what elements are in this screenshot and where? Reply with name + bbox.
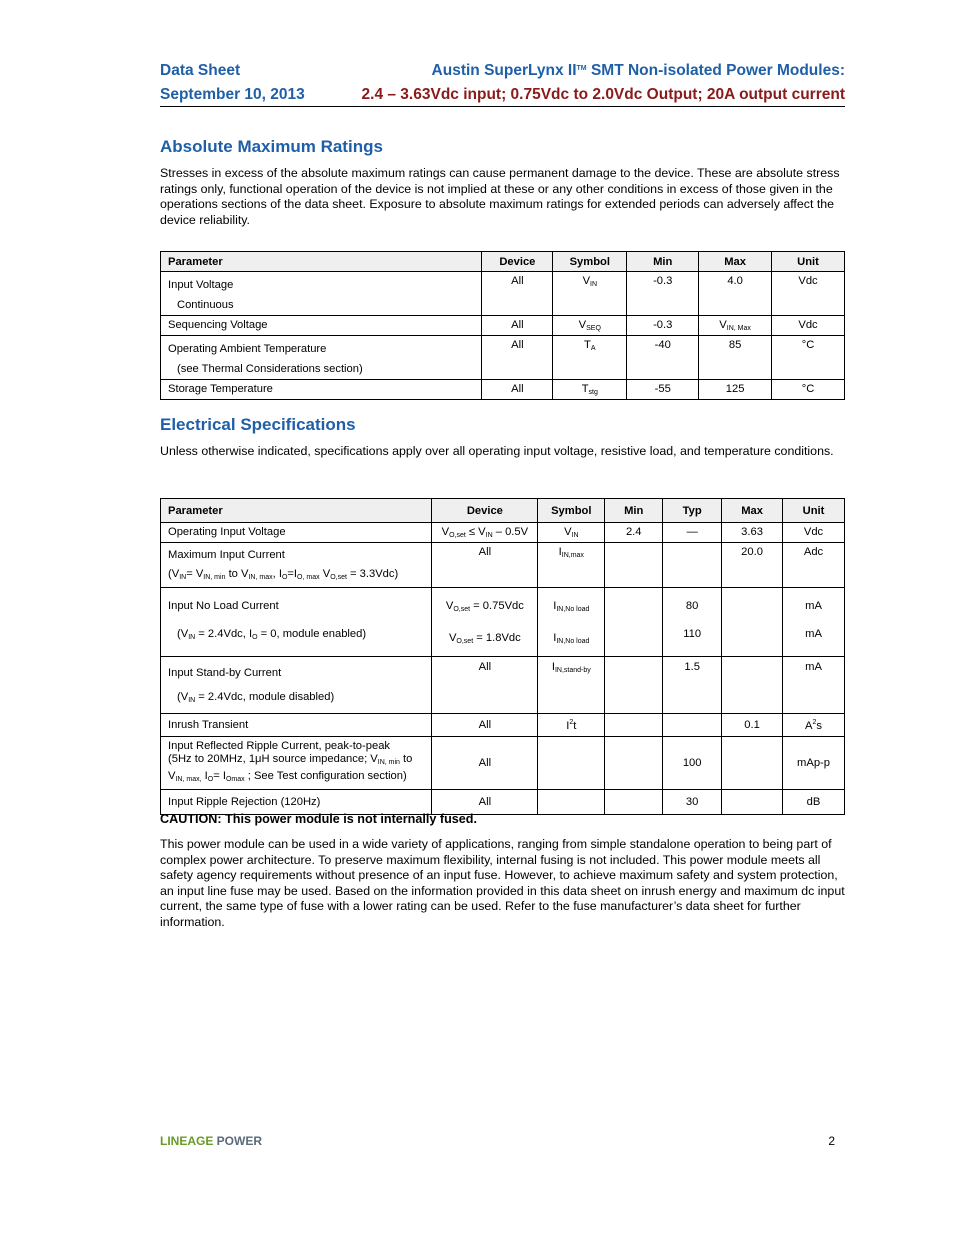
abs-max-heading: Absolute Maximum Ratings	[160, 137, 383, 156]
abs-max-intro: Stresses in excess of the absolute maximum ratings can cause permanent damage to the device. These are absolute stress ratings only, functional operation of the device is not implied at these or any other conditions in excess of those given in the operations sections of the data sheet. Exposure to absolute maximum ratings for extended periods can adversely affect the device reliability.	[160, 166, 840, 227]
header-rule	[160, 106, 845, 107]
caution-title: CAUTION: This power module is not internally fused.	[160, 812, 477, 826]
table-row: Sequencing Voltage All $V_{SEQ}$ -0.3 $V_{IN, Max}$ Vdc	[161, 316, 845, 336]
table-row: Input Ripple Rejection (120Hz) All 30 dB	[161, 790, 845, 815]
col-parameter: Parameter	[161, 499, 432, 523]
table-row: Input Voltage Continuous All $V_{IN}$ -0.3 4.0 Vdc	[161, 272, 845, 316]
col-symbol: Symbol	[553, 252, 627, 272]
product-subtitle: 2.4 – 3.63Vdc input; 0.75Vdc to 2.0Vdc Output; 20A output current	[361, 86, 845, 103]
footer-brand: LINEAGE POWER	[160, 1134, 263, 1148]
product-title: Austin SuperLynx II™ SMT Non-isolated Power Modules:	[431, 62, 845, 79]
table-row: Input Reflected Ripple Current, peak-to-peak (5Hz to 20MHz, 1μH source impedance; $V_{IN, min}$ to $V_{IN, max,}$ $I_O= I_{Omax}$ ; See Test configuration section) All 100 mAp-p	[161, 737, 845, 790]
col-min: Min	[605, 499, 663, 523]
col-device: Device	[482, 252, 553, 272]
table-row: Input No Load Current ($V_{IN} = 2.4Vdc$, $I_O = 0$, module enabled) $V_{O,set} = 0.75Vdc$ $V_{O,set} = 1.8Vdc$ $I_{IN,No load}$ $I_{IN,No load}$ 80 110 mA mA	[161, 588, 845, 657]
col-device: Device	[432, 499, 538, 523]
table-row: Inrush Transient All $I^2t$ 0.1 $A^2s$	[161, 714, 845, 737]
abs-max-header-row	[161, 252, 845, 272]
datasheet-page	[160, 0, 845, 1235]
col-typ: Typ	[663, 499, 722, 523]
col-unit: Unit	[783, 499, 845, 523]
col-symbol: Symbol	[538, 499, 605, 523]
table-row: Operating Input Voltage $V_{O,set} \le V_{IN} - 0.5V$ $V_{IN}$ 2.4 — 3.63 Vdc	[161, 523, 845, 543]
elec-table	[160, 498, 845, 815]
col-max: Max	[722, 499, 783, 523]
page-number: 2	[828, 1134, 835, 1148]
doc-type: Data Sheet	[160, 62, 241, 79]
col-unit: Unit	[772, 252, 845, 272]
col-max: Max	[699, 252, 772, 272]
abs-max-table	[160, 251, 845, 400]
elec-intro: Unless otherwise indicated, specifications apply over all operating input voltage, resistive load, and temperature conditions.	[160, 444, 834, 458]
doc-date: September 10, 2013	[160, 86, 305, 103]
elec-header-row	[161, 499, 845, 523]
caution-body: This power module can be used in a wide variety of applications, ranging from simple standalone operation to being part of complex power architecture. To preserve maximum flexibility, internal fusing is not included. This power module meets all safety agency requirements without presence of an input fuse. However, to achieve maximum safety and system protection, an input line fuse may be used. Based on the information provided in this data sheet on inrush energy and maximum dc input current, the same type of fuse with a lower rating can be used. Refer to the fuse manufacturer’s data sheet for further information.	[160, 837, 845, 929]
table-row: Operating Ambient Temperature (see Thermal Considerations section) All $T_A$ -40 85 °C	[161, 336, 845, 380]
table-row: Input Stand-by Current ($V_{IN} = 2.4Vdc$, module disabled) All $I_{IN,stand-by}$ 1.5 mA	[161, 657, 845, 714]
col-min: Min	[627, 252, 699, 272]
col-parameter: Parameter	[161, 252, 482, 272]
table-row: Maximum Input Current ($V_{IN}= V_{IN, min}$ to $V_{IN, max}$, $I_O=I_{O, max}$ $V_{O,set} = 3.3Vdc$) All $I_{IN,max}$ 20.0 Adc	[161, 543, 845, 588]
table-row: Storage Temperature All $T_{stg}$ -55 125 °C	[161, 380, 845, 400]
elec-heading: Electrical Specifications	[160, 415, 356, 434]
